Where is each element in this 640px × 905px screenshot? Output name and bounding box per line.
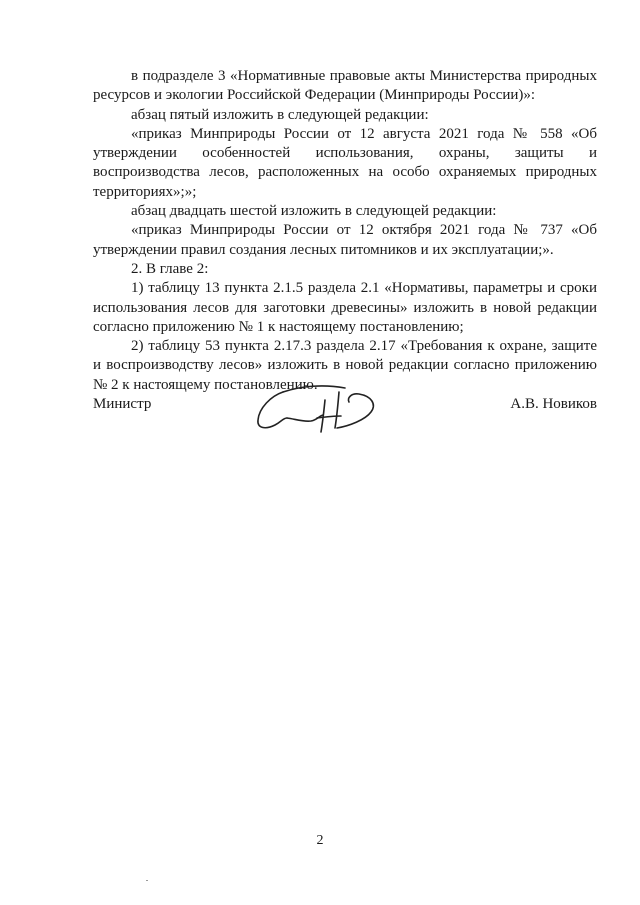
- paragraph-twenty-sixth-abzac: абзац двадцать шестой изложить в следующей редакции:: [131, 203, 497, 220]
- paragraph-order-737: «приказ Минприроды России от 12 октября 2021 года № 737 «Об утверждении правил создания лесных питомников и их эксплуатации;».: [93, 222, 597, 258]
- paragraph-table-13: 1) таблицу 13 пункта 2.1.5 раздела 2.1 «Нормативы, параметры и сроки использования лесов для заготовки древесины» изложить в новой редакции согласно приложению № 1 к настоящему постановлению;: [93, 280, 597, 335]
- page-number: 2: [316, 833, 324, 848]
- signatory-name: А.В. Новиков: [510, 396, 597, 412]
- document-body: [93, 67, 597, 395]
- paragraph-order-558: «приказ Минприроды России от 12 августа 2021 года № 558 «Об утверждении особенностей использования, охраны, защиты и воспроизводства лесов, расположенных на особо охраняемых природных территориях»;»;: [93, 125, 597, 200]
- paragraph-fifth-abzac: абзац пятый изложить в следующей редакции:: [131, 106, 429, 123]
- paragraph-table-53: 2) таблицу 53 пункта 2.17.3 раздела 2.17 «Требования к охране, защите и воспроизводству лесов» изложить в новой редакции согласно приложению № 2 к настоящему постановлению.: [93, 338, 597, 393]
- signatory-title: Министр: [93, 396, 152, 412]
- paragraph-subsection-3: в подразделе 3 «Нормативные правовые акты Министерства природных ресурсов и экологии Российской Федерации (Минприроды России)»:: [93, 68, 597, 104]
- paragraph-chapter-2: 2. В главе 2:: [131, 260, 209, 277]
- scan-speck: [146, 880, 148, 881]
- handwritten-signature: [253, 378, 383, 440]
